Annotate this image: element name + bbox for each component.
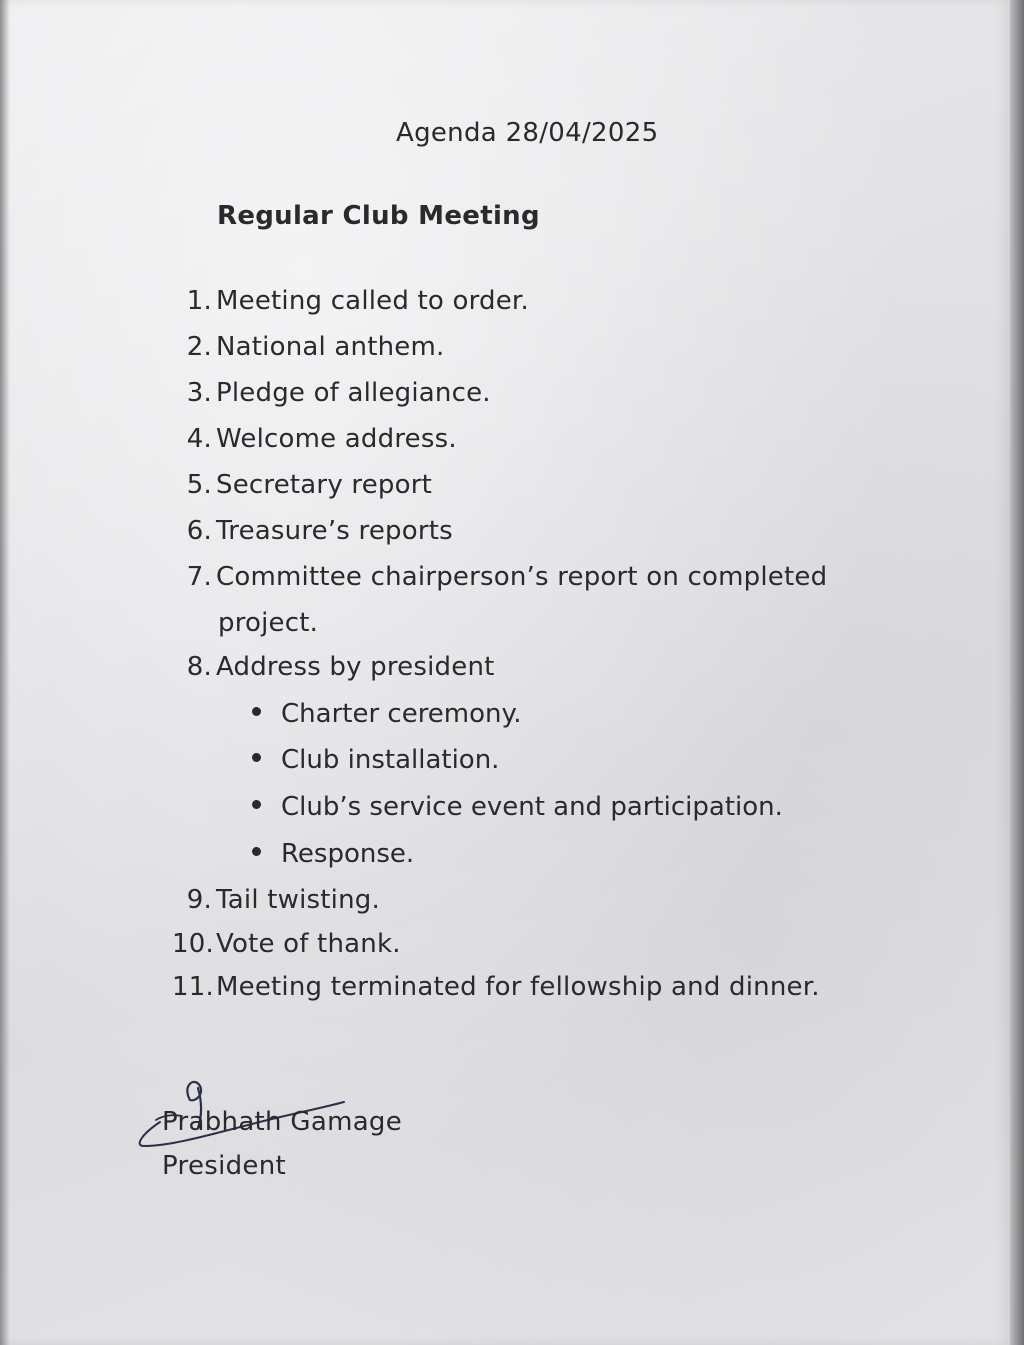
agenda-item xyxy=(172,652,495,682)
item-text: Secretary report xyxy=(216,470,432,500)
signatory-name: Prabhath Gamage xyxy=(162,1107,403,1137)
agenda-item xyxy=(172,516,453,546)
item-text: Pledge of allegiance. xyxy=(216,378,491,408)
item-text-continuation: project. xyxy=(218,608,319,638)
agenda-item xyxy=(172,929,401,959)
item-number: 7. xyxy=(186,562,212,592)
sub-item xyxy=(252,792,783,822)
agenda-item xyxy=(172,562,827,592)
bullet-icon xyxy=(252,847,261,856)
bullet-icon xyxy=(252,707,261,716)
sub-item-text: Club’s service event and participation. xyxy=(281,792,783,822)
sub-item xyxy=(252,699,521,729)
item-text: Committee chairperson’s report on completed xyxy=(216,562,828,592)
agenda-item xyxy=(172,332,444,362)
agenda-item xyxy=(172,972,820,1002)
item-text: Treasure’s reports xyxy=(216,516,453,546)
item-number: 9. xyxy=(186,885,212,915)
agenda-item xyxy=(172,378,491,408)
item-number: 1. xyxy=(186,286,212,316)
item-text: Welcome address. xyxy=(216,424,457,454)
sub-item xyxy=(252,745,499,775)
item-number: 11. xyxy=(172,972,214,1002)
item-number: 10. xyxy=(172,929,214,959)
item-text: Meeting terminated for fellowship and dinner. xyxy=(216,972,820,1002)
paper-left-shadow xyxy=(0,0,10,1345)
item-number: 5. xyxy=(186,470,212,500)
sub-item-text: Response. xyxy=(281,839,415,869)
item-number: 6. xyxy=(186,516,212,546)
agenda-item xyxy=(172,470,432,500)
bullet-icon xyxy=(252,800,261,809)
bullet-icon xyxy=(252,753,261,762)
agenda-date-line: Agenda 28/04/2025 xyxy=(396,118,659,148)
item-number: 4. xyxy=(186,424,212,454)
item-text: National anthem. xyxy=(216,332,445,362)
agenda-item xyxy=(172,424,457,454)
background-strip xyxy=(1010,0,1024,1345)
meeting-heading: Regular Club Meeting xyxy=(217,201,540,231)
signatory-title: President xyxy=(162,1151,286,1181)
item-text: Meeting called to order. xyxy=(216,286,529,316)
item-text: Address by president xyxy=(216,652,495,682)
sub-item xyxy=(252,839,414,869)
item-number: 8. xyxy=(186,652,212,682)
item-text: Tail twisting. xyxy=(216,885,380,915)
item-number: 3. xyxy=(186,378,212,408)
item-text: Vote of thank. xyxy=(216,929,401,959)
agenda-item-continuation xyxy=(218,608,318,638)
sub-item-text: Charter ceremony. xyxy=(281,699,522,729)
sub-item-text: Club installation. xyxy=(281,745,500,775)
agenda-item xyxy=(172,286,529,316)
agenda-item xyxy=(172,885,380,915)
item-number: 2. xyxy=(186,332,212,362)
